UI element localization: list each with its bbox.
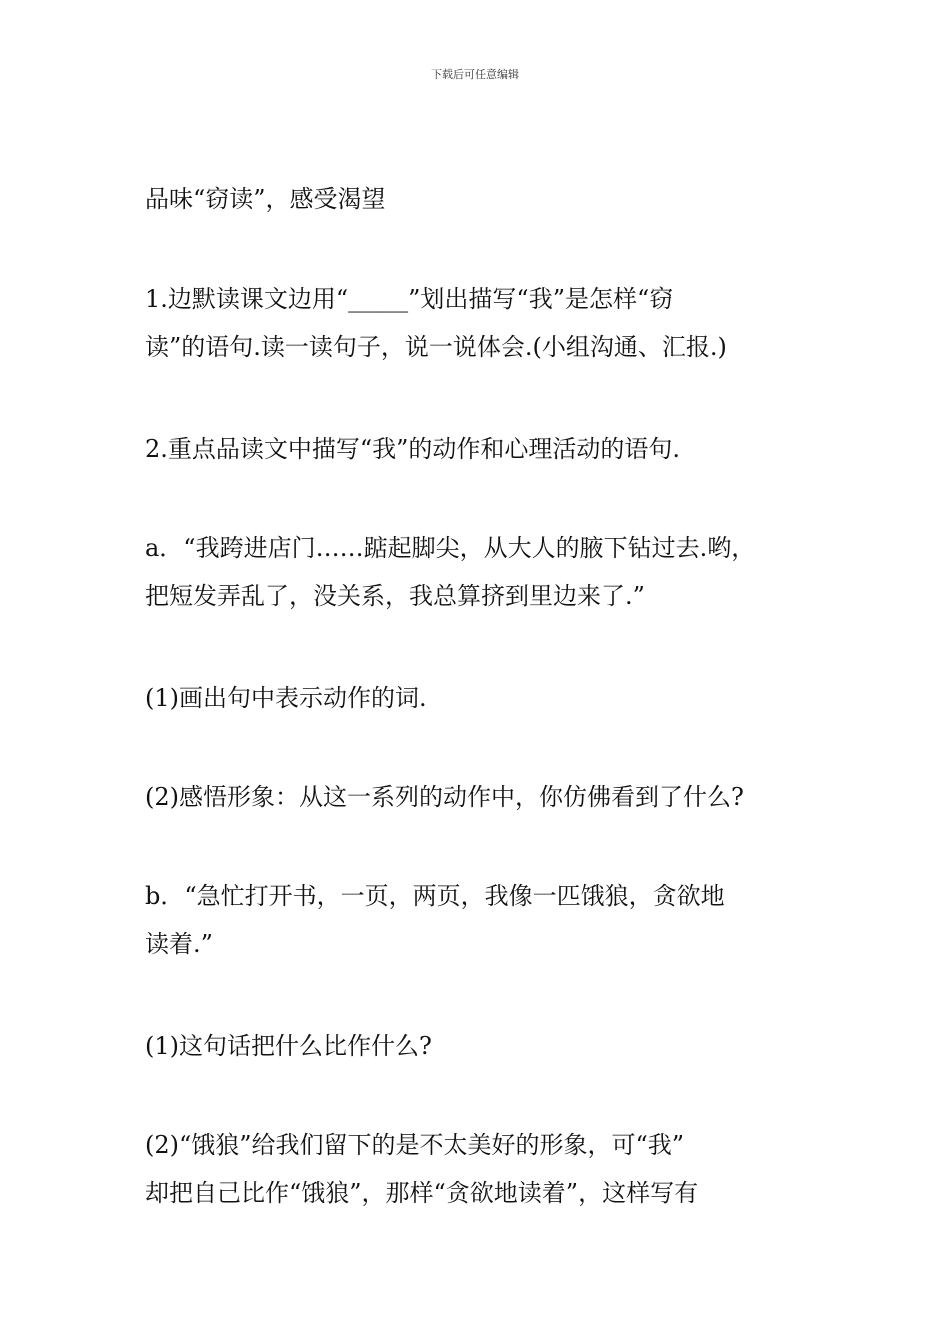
- paragraph-8: [145, 1121, 835, 1217]
- paragraph-line: (2)“饿狼”给我们留下的是不太美好的形象，可“我”: [145, 1131, 685, 1159]
- paragraph-7: [145, 1022, 835, 1070]
- paragraph-line: (1)这句话把什么比作什么?: [145, 1032, 432, 1060]
- title-line: 品味“窃读”，感受渴望: [145, 185, 386, 213]
- paragraph-line: 读”的语句.读一读句子，说一说体会.(小组沟通、汇报.): [145, 333, 727, 361]
- paragraph-line: b．“急忙打开书，一页，两页，我像一匹饿狼，贪欲地: [145, 882, 725, 910]
- paragraph-line: a．“我跨进店门……踮起脚尖，从大人的腋下钻过去.哟，: [145, 534, 756, 562]
- paragraph-6: [145, 872, 835, 968]
- paragraph-4: [145, 674, 835, 722]
- paragraph-1: [145, 275, 835, 371]
- paragraph-line: 把短发弄乱了，没关系，我总算挤到里边来了.”: [145, 582, 645, 610]
- section-title: [145, 175, 835, 223]
- paragraph-line: 读着.”: [145, 930, 213, 958]
- paragraph-line: (2)感悟形象：从这一系列的动作中，你仿佛看到了什么?: [145, 783, 744, 811]
- paragraph-line: 1.边默读课文边用“_____”划出描写“我”是怎样“窃: [145, 285, 674, 313]
- paragraph-3: [145, 524, 835, 620]
- paragraph-2: [145, 425, 835, 473]
- paragraph-line: (1)画出句中表示动作的词.: [145, 684, 427, 712]
- paragraph-line: 2.重点品读文中描写“我”的动作和心理活动的语句.: [145, 435, 681, 463]
- paragraph-5: [145, 773, 835, 821]
- page-header: 下载后可任意编辑: [431, 68, 519, 81]
- paragraph-line: 却把自己比作“饿狼”，那样“贪欲地读着”，这样写有: [145, 1179, 699, 1207]
